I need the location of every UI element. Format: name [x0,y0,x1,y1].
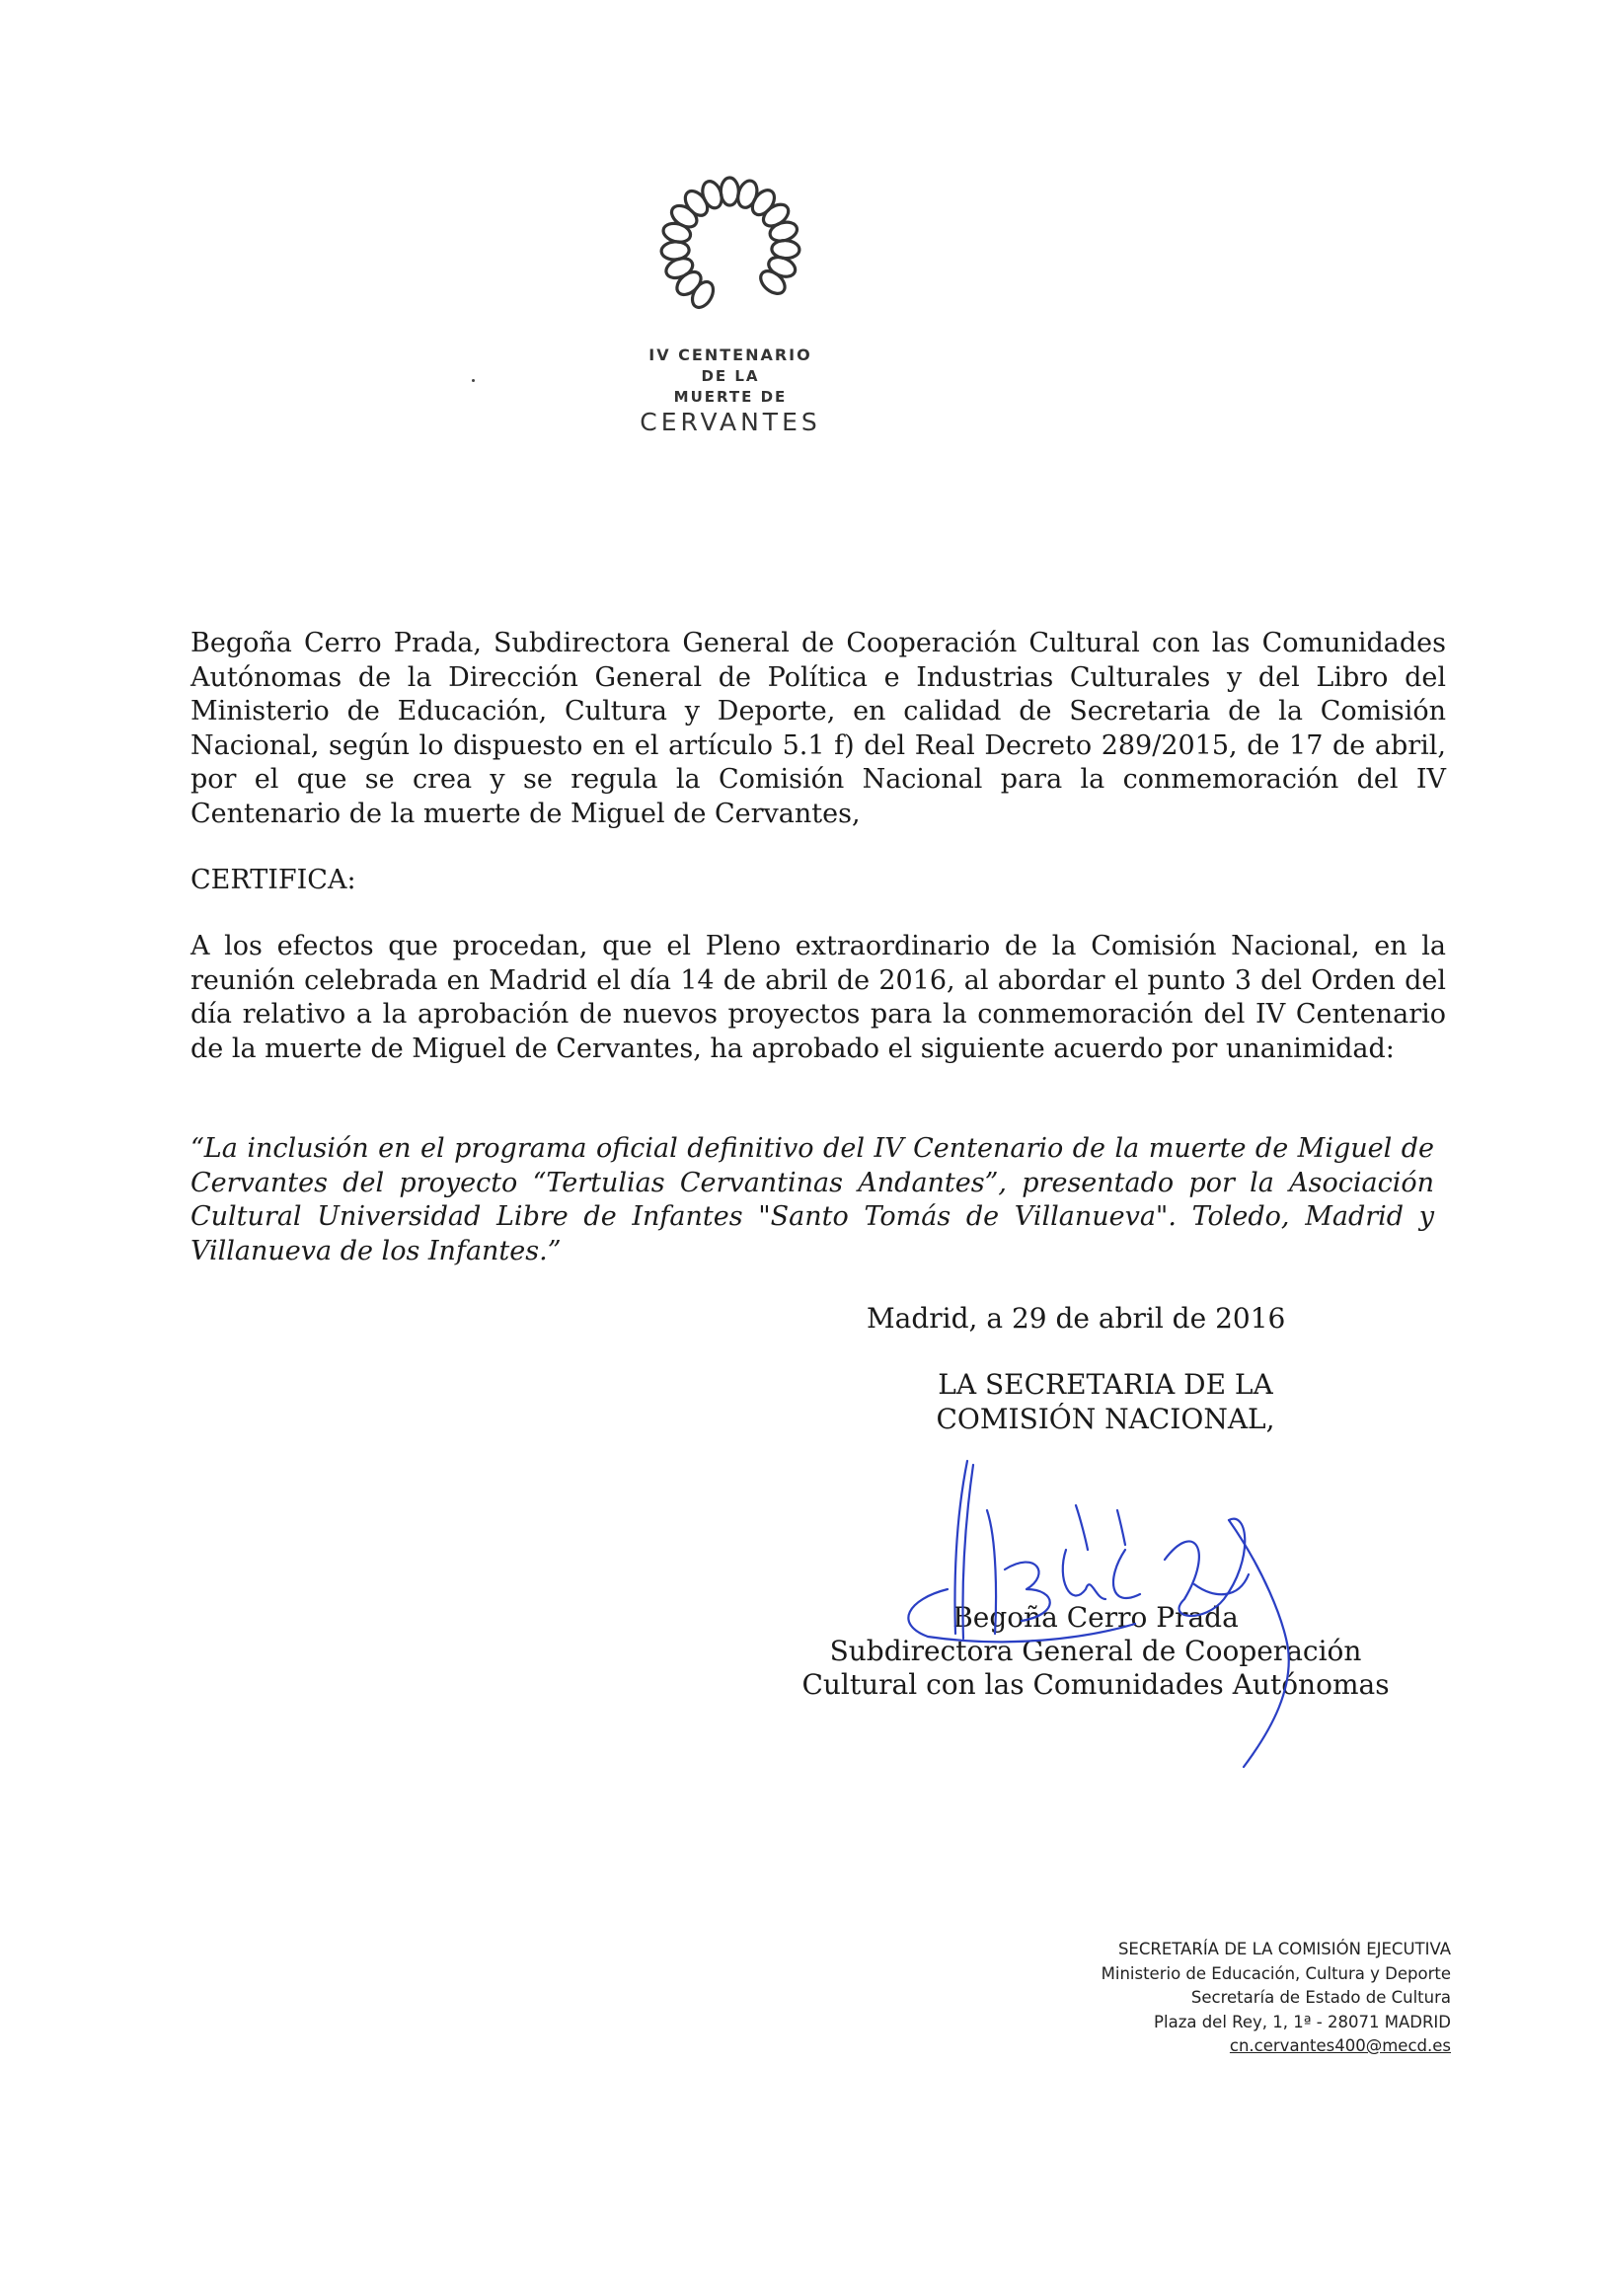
logo-loop [721,178,738,205]
logo-loop [688,278,718,311]
logo-loop [768,219,799,244]
secretary-title-line-1: LA SECRETARIA DE LA [938,1368,1273,1401]
scan-speck [472,379,475,382]
logo-loop [771,240,799,259]
signature-stroke [1113,1550,1140,1598]
signature-stroke [1117,1510,1125,1545]
signer-role-2: Cultural con las Comunidades Autónomas [801,1668,1390,1701]
intro-paragraph: Begoña Cerro Prada, Subdirectora General de Cooperación Cultural con las Comunidades Autónomas de la Dirección General de Política e Industrias Culturales y del Libro del Ministerio de Educación, Cultura y Deporte, en calidad de Secretaria de la Comisión Nacional, según lo dispuesto en el artículo 5.1 f) del Real Decreto 289/2015, de 17 de abril, por el que se crea y se regula la Comisión Nacional para la conmemoración del IV Centenario de la muerte de Miguel de Cervantes, [190,628,1446,829]
logo-line-3: MUERTE DE [673,388,788,406]
signature-stroke [1063,1550,1105,1599]
signer-block [770,1601,1421,1702]
footer-line-2: Ministerio de Educación, Cultura y Deporte [1101,1963,1451,1983]
signer-name: Begoña Cerro Prada [952,1601,1239,1634]
place-date: Madrid, a 29 de abril de 2016 [867,1302,1286,1335]
secretary-title-line-2: COMISIÓN NACIONAL, [936,1403,1275,1435]
secretary-title [928,1367,1283,1436]
logo-loop [759,200,792,231]
footer-line-1: SECRETARÍA DE LA COMISIÓN EJECUTIVA [1117,1940,1451,1958]
certifica-heading: CERTIFICA: [190,865,356,895]
signer-role-1: Subdirectora General de Cooperación [829,1635,1362,1667]
effects-paragraph: A los efectos que procedan, que el Pleno extraordinario de la Comisión Nacional, en la reunión celebrada en Madrid el día 14 de abril de 2016, al abordar el punto 3 del Orden del día relativo a la aprobación de nuevos proyectos para la conmemoración del IV Centenario de la muerte de Miguel de Cervantes, ha aprobado el siguiente acuerdo por unanimidad: [190,931,1446,1064]
agreement-quote: “La inclusión en el programa oficial definitivo del IV Centenario de la muerte de Miguel de Cervantes del proyecto “Tertulias Cervantinas Andantes”, presentado por la Asociación Cultural Universidad Libre de Infantes "Santo Tomás de Villanueva". Toledo, Madrid y Villanueva de los Infantes.” [190,1133,1434,1266]
signature-stroke [1076,1505,1088,1550]
footer-email-link[interactable]: cn.cervantes400@mecd.es [1229,2036,1451,2055]
footer-line-4: Plaza del Rey, 1, 1ª - 28071 MADRID [1154,2012,1451,2031]
logo-line-2: DE LA [701,367,760,385]
logo-line-1: IV CENTENARIO [648,345,812,364]
footer-address [1102,1938,1451,2059]
logo-line-4: CERVANTES [640,408,821,436]
cervantes-c-loops-icon [651,168,809,326]
footer-line-3: Secretaría de Estado de Cultura [1190,1988,1451,2007]
signature-stroke [1194,1574,1249,1594]
